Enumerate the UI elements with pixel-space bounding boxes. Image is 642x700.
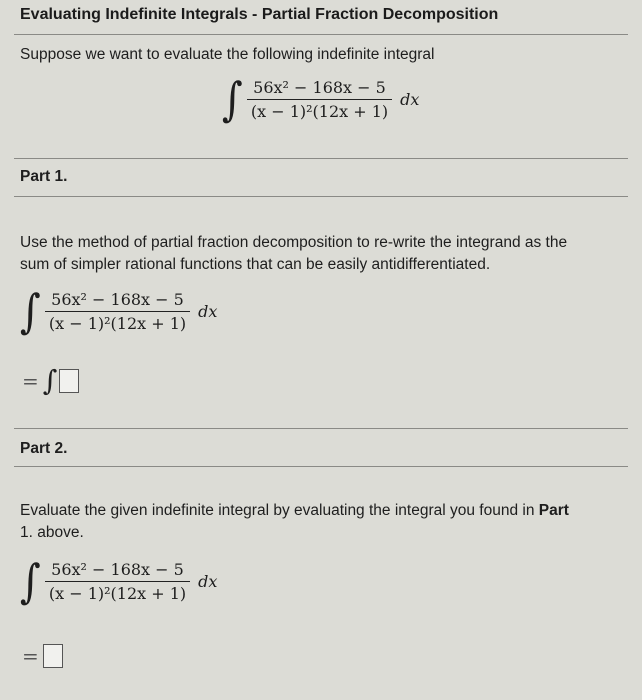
part1-heading: Part 1. xyxy=(20,168,68,185)
part2-answer-input[interactable] xyxy=(43,644,63,668)
integrand-fraction xyxy=(45,560,190,603)
page-title: Evaluating Indefinite Integrals - Partial Fraction Decomposition xyxy=(20,6,499,23)
integrand-denominator: (x − 1)²(12x + 1) xyxy=(48,314,187,333)
integral-sign: ∫ xyxy=(222,73,243,126)
integral-sign: ∫ xyxy=(42,364,58,397)
integrand-numerator: 56x² − 168x − 5 xyxy=(253,78,386,97)
main-integral xyxy=(222,73,420,126)
part1-answer-row xyxy=(22,364,79,397)
integral-sign: ∫ xyxy=(20,285,41,338)
integral-sign: ∫ xyxy=(20,555,41,608)
divider xyxy=(14,34,628,35)
divider xyxy=(14,428,628,429)
part2-instruction-bold: Part xyxy=(538,502,569,519)
integrand-numerator: 56x² − 168x − 5 xyxy=(51,560,184,579)
part2-instruction-line1 xyxy=(20,500,569,521)
part2-instruction-text: Evaluate the given indefinite integral by evaluating the integral you found in xyxy=(20,502,539,519)
integrand-fraction xyxy=(247,78,392,121)
divider xyxy=(14,196,628,197)
intro-text: Suppose we want to evaluate the following indefinite integral xyxy=(20,46,435,63)
divider xyxy=(14,158,628,159)
equals-sign: = xyxy=(22,368,39,393)
equals-sign: = xyxy=(22,644,39,668)
divider xyxy=(14,466,628,467)
part2-instruction-line2: 1. above. xyxy=(20,524,84,541)
integrand-denominator: (x − 1)²(12x + 1) xyxy=(48,584,187,603)
differential: dx xyxy=(198,302,218,321)
part1-instruction-line2: sum of simpler rational functions that can be easily antidifferentiated. xyxy=(20,256,491,273)
integrand-fraction xyxy=(45,290,190,333)
differential: dx xyxy=(198,572,218,591)
differential: dx xyxy=(400,90,420,109)
integrand-numerator: 56x² − 168x − 5 xyxy=(51,290,184,309)
part2-integral xyxy=(20,555,218,608)
part1-instruction-line1: Use the method of partial fraction decomposition to re-write the integrand as the xyxy=(20,234,568,251)
part1-answer-input[interactable] xyxy=(59,369,79,393)
part1-integral xyxy=(20,285,218,338)
part2-heading: Part 2. xyxy=(20,440,68,457)
part2-answer-row xyxy=(22,644,63,668)
integrand-denominator: (x − 1)²(12x + 1) xyxy=(250,102,389,121)
